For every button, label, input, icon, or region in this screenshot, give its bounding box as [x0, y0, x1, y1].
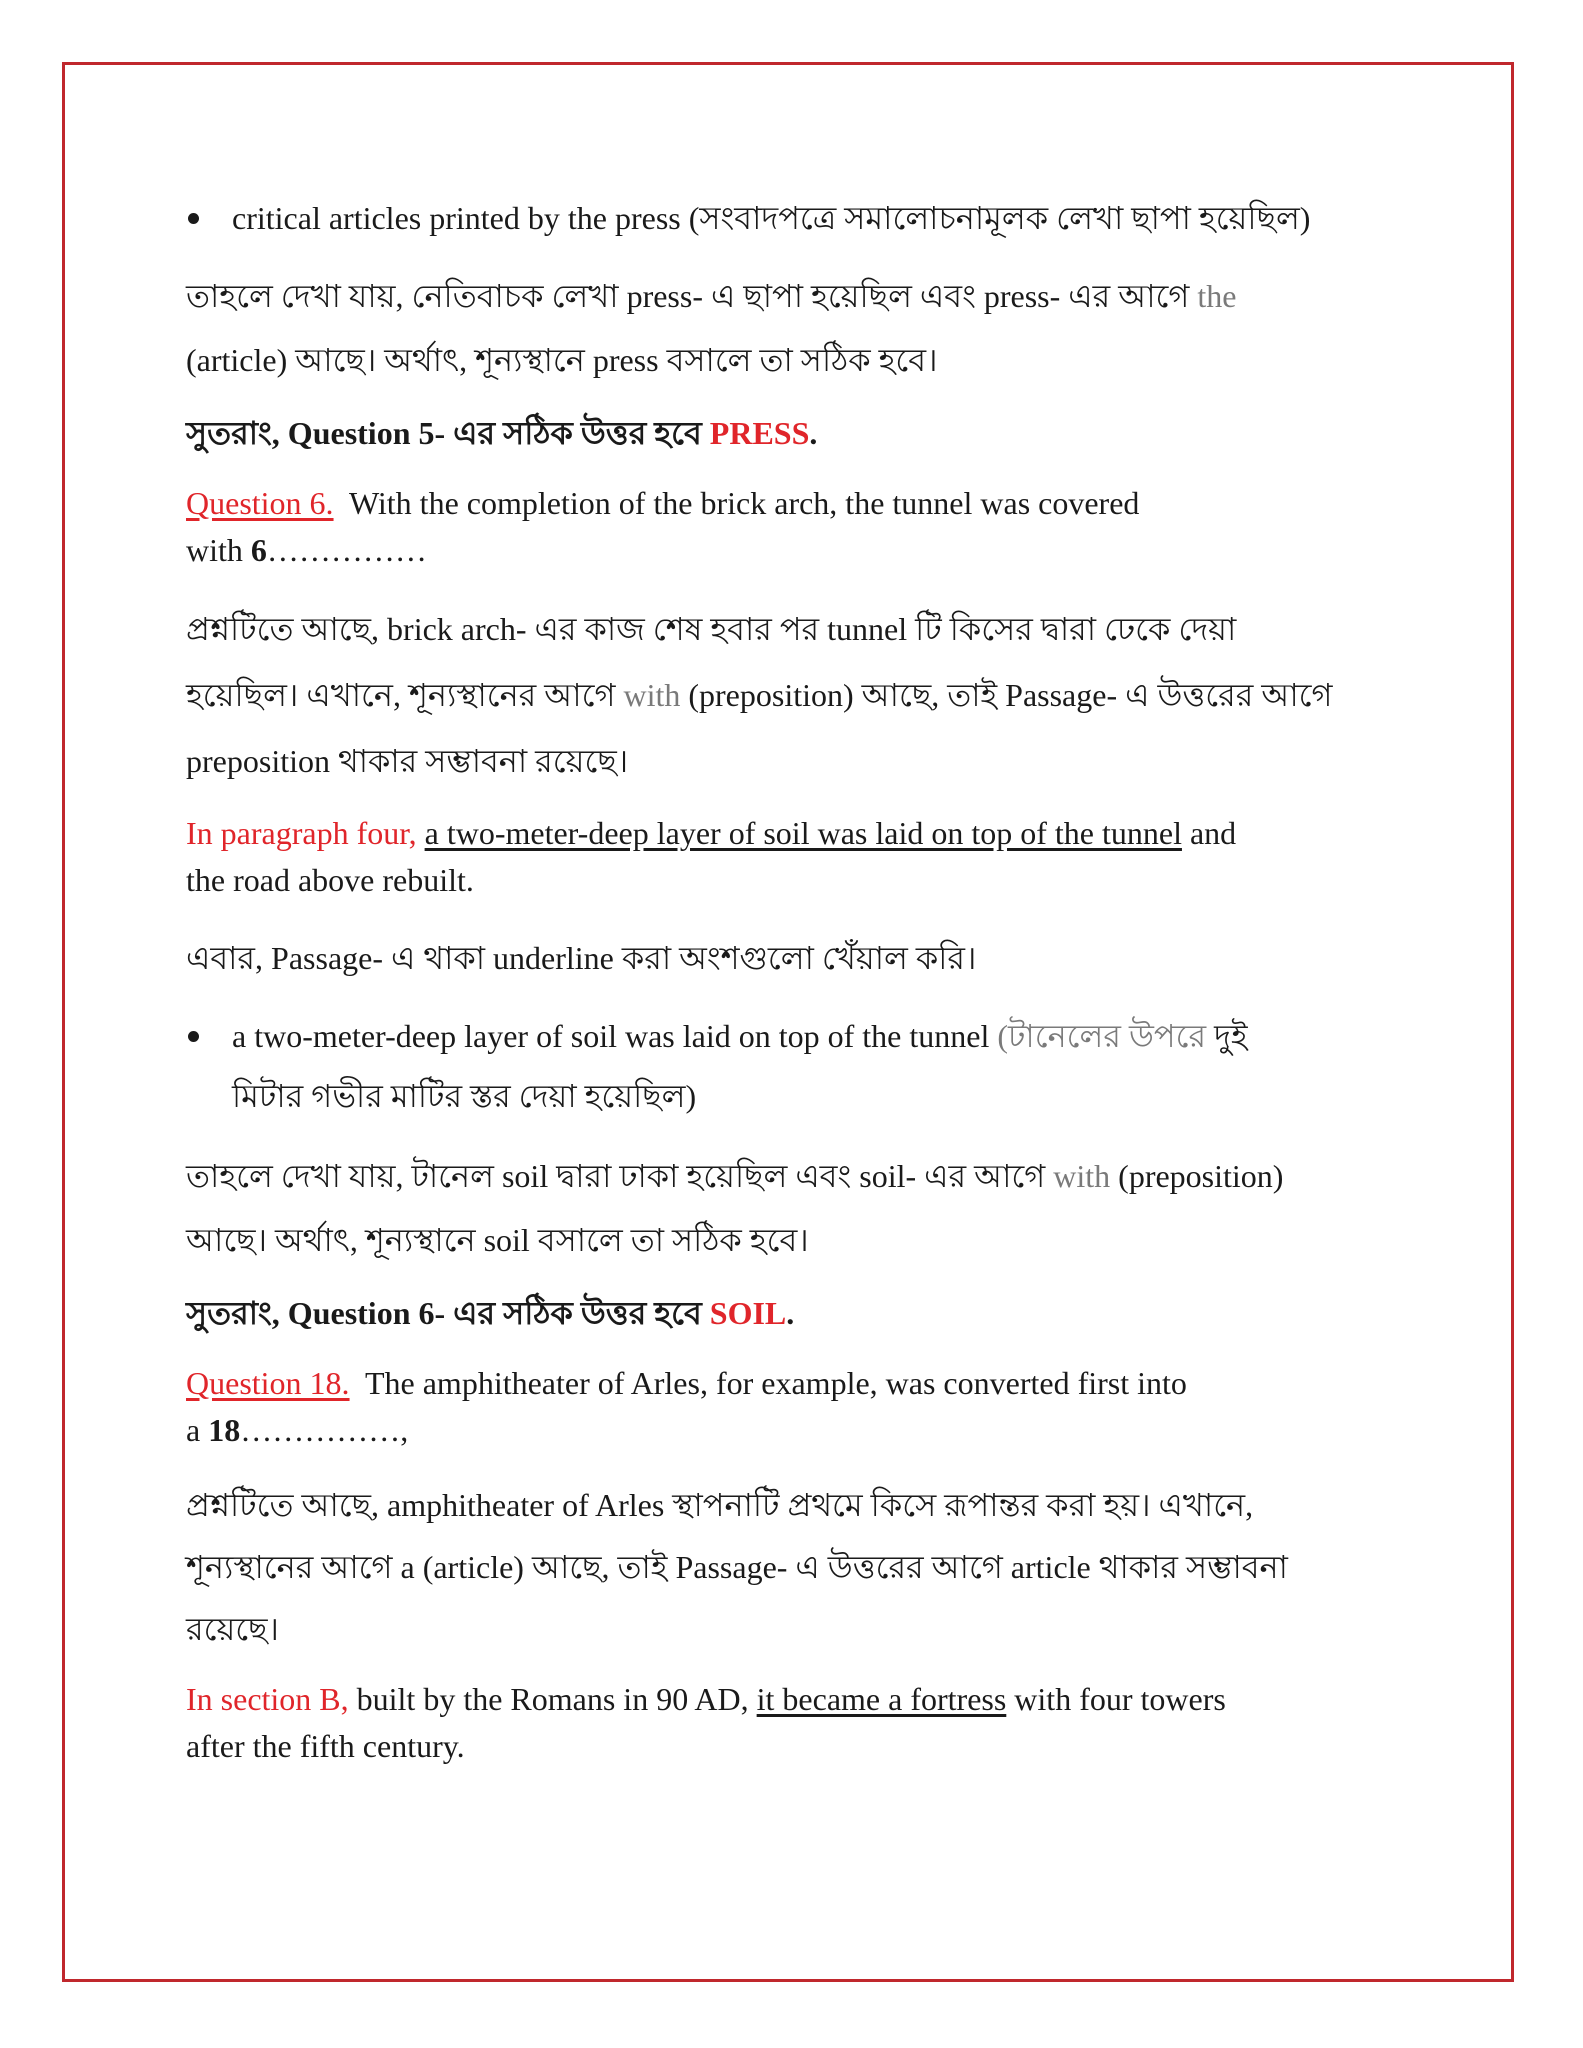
passage-reference — [186, 1676, 1416, 1770]
answer-heading — [186, 406, 1416, 460]
highlight-word: with — [1053, 1158, 1111, 1194]
answer-dot: . — [809, 415, 818, 451]
underlined-text: it became a fortress — [756, 1681, 1007, 1717]
explanation-text: রয়েছে। — [186, 1611, 280, 1647]
question-blank: ……………, — [240, 1412, 409, 1448]
bullet-translation: দুই — [1214, 1018, 1248, 1054]
question — [186, 480, 1416, 574]
question-number: 6 — [250, 532, 267, 568]
answer-heading — [186, 1286, 1416, 1340]
reference-label: In section B, — [186, 1681, 349, 1717]
explanation-paragraph: এবার, Passage- এ থাকা underline করা অংশগুলো খেঁয়াল করি। — [186, 940, 977, 976]
document-body — [186, 188, 1416, 1770]
question-text: with — [186, 532, 243, 568]
question-text: With the completion of the brick arch, the tunnel was covered — [348, 485, 1140, 521]
bullet-translation: মিটার গভীর মাটির স্তর দেয়া হয়েছিল) — [232, 1078, 697, 1114]
question-number: 18 — [208, 1412, 241, 1448]
explanation-paragraph — [186, 264, 1416, 392]
explanation-text: প্রশ্নটিতে আছে, amphitheater of Arles স্থাপনাটি প্রথমে কিসে রূপান্তর করা হয়। এখানে, — [186, 1487, 1254, 1523]
highlight-word: the — [1197, 278, 1237, 314]
answer-dot: . — [786, 1295, 795, 1331]
bullet-translation: (সংবাদপত্রে সমালোচনামূলক লেখা ছাপা হয়েছিল) — [688, 200, 1311, 236]
explanation-text: preposition থাকার সম্ভাবনা রয়েছে। — [186, 743, 629, 779]
explanation-text: হয়েছিল। এখানে, শূন্যস্থানের আগে — [186, 677, 616, 713]
reference-text: the road above rebuilt. — [186, 862, 474, 898]
bullet-item — [186, 188, 1416, 248]
underlined-text: a two-meter-deep layer of soil was laid on top of the tunnel — [424, 815, 1182, 851]
explanation-paragraph — [186, 1144, 1416, 1272]
reference-text: after the fifth century. — [186, 1728, 465, 1764]
answer-word: PRESS — [709, 415, 810, 451]
question — [186, 1360, 1416, 1454]
reference-text: and — [1189, 815, 1237, 851]
explanation-text: তাহলে দেখা যায়, টানেল soil দ্বারা ঢাকা হয়েছিল এবং soil- এর আগে — [186, 1158, 1046, 1194]
answer-heading-text: সুতরাং, Question 5- এর সঠিক উত্তর হবে — [186, 415, 702, 451]
reference-text: built by the Romans in 90 AD, — [356, 1681, 749, 1717]
question-label: Question 18. — [186, 1365, 350, 1401]
passage-reference — [186, 810, 1416, 904]
explanation-paragraph — [186, 1474, 1416, 1660]
explanation-text: তাহলে দেখা যায়, নেতিবাচক লেখা press- এ ছাপা হয়েছিল এবং press- এর আগে — [186, 278, 1190, 314]
question-text: a — [186, 1412, 201, 1448]
explanation-text: (preposition) — [1118, 1158, 1284, 1194]
bullet-translation: (টানেলের উপরে — [997, 1018, 1207, 1054]
question-text: The amphitheater of Arles, for example, was converted first into — [364, 1365, 1187, 1401]
answer-heading-text: সুতরাং, Question 6- এর সঠিক উত্তর হবে — [186, 1295, 702, 1331]
explanation-paragraph — [186, 596, 1416, 794]
explanation-text: প্রশ্নটিতে আছে, brick arch- এর কাজ শেষ হবার পর tunnel টি কিসের দ্বারা ঢেকে দেয়া — [186, 611, 1237, 647]
explanation-text: আছে। অর্থাৎ, শূন্যস্থানে soil বসালে তা সঠিক হবে। — [186, 1222, 809, 1258]
bullet-item — [186, 1006, 1416, 1126]
highlight-word: with — [623, 677, 681, 713]
explanation-text: শূন্যস্থানের আগে a (article) আছে, তাই Passage- এ উত্তরের আগে article থাকার সম্ভাবনা — [186, 1549, 1288, 1585]
reference-text: with four towers — [1014, 1681, 1226, 1717]
reference-label: In paragraph four, — [186, 815, 417, 851]
question-blank: …………… — [266, 532, 427, 568]
question-label: Question 6. — [186, 485, 334, 521]
explanation-text: (preposition) আছে, তাই Passage- এ উত্তরের আগে — [688, 677, 1333, 713]
bullet-text: a two-meter-deep layer of soil was laid on top of the tunnel — [232, 1018, 990, 1054]
bullet-text: critical articles printed by the press — [232, 200, 681, 236]
answer-word: SOIL — [709, 1295, 787, 1331]
explanation-text: (article) আছে। অর্থাৎ, শূন্যস্থানে press বসালে তা সঠিক হবে। — [186, 342, 938, 378]
